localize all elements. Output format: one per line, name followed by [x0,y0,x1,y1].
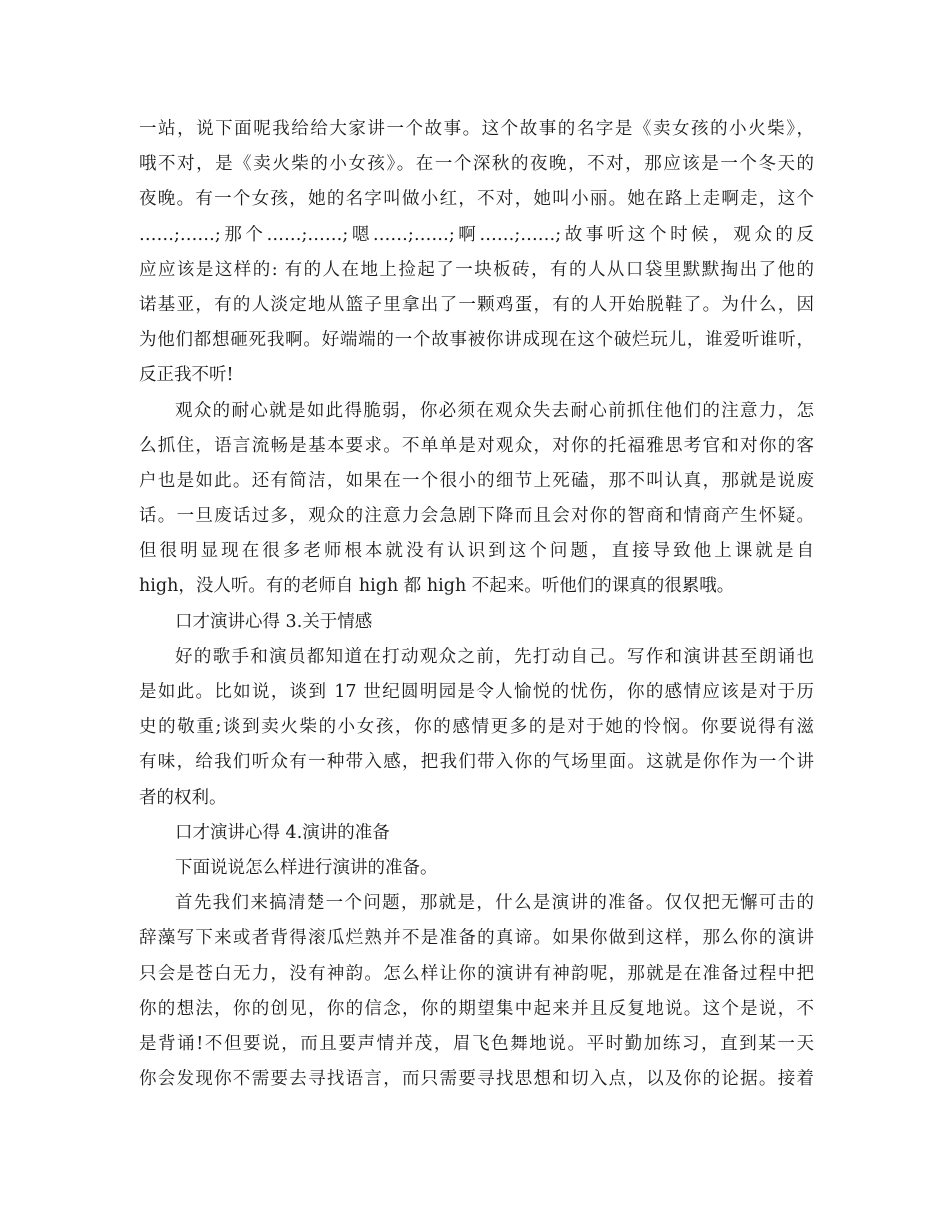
text-line: 有味，给我们听众有一种带入感，把我们带入你的气场里面。这就是你作为一个讲 [139,752,814,773]
paragraph-first-line: 口才演讲心得 4.演讲的准备 [175,822,390,843]
text-line: 史的敬重;谈到卖火柴的小女孩，你的感情更多的是对于她的怜悯。你要说得有滋 [139,717,814,738]
paragraph-first-line: 首先我们来搞清楚一个问题，那就是，什么是演讲的准备。仅仅把无懈可击的 [175,893,814,914]
text-line: 户也是如此。还有简洁，如果在一个很小的细节上死磕，那不叫认真，那就是说废 [139,470,814,491]
text-line: 只会是苍白无力，没有神韵。怎么样让你的演讲有神韵呢，那就是在准备过程中把 [139,963,814,984]
text-line: 应应该是这样的: 有的人在地上捡起了一块板砖，有的人从口袋里默默掏出了他的 [139,259,814,280]
text-line: 是背诵!不但要说，而且要声情并茂，眉飞色舞地说。平时勤加练习，直到某一天 [139,1033,814,1054]
text-line: 辞藻写下来或者背得滚瓜烂熟并不是准备的真谛。如果你做到这样，那么你的演讲 [139,928,814,949]
text-line: 夜晚。有一个女孩，她的名字叫做小红，不对，她叫小丽。她在路上走啊走，这个 [139,189,814,210]
body-text [139,112,814,1097]
text-line: high，没人听。有的老师自 high 都 high 不起来。听他们的课真的很累哦。 [139,576,735,597]
text-line: 一站，说下面呢我给给大家讲一个故事。这个故事的名字是《卖女孩的小火柴》， [139,119,814,139]
paragraph-first-line: 口才演讲心得 3.关于情感 [175,611,373,632]
text-line: 者的权利。 [139,787,227,808]
paragraph-first-line: 下面说说怎么样进行演讲的准备。 [175,857,438,878]
text-line: 是如此。比如说，谈到 17 世纪圆明园是令人愉悦的忧伤，你的感情应该是对于历 [139,682,814,702]
text-line: 你会发现你不需要去寻找语言，而只需要寻找思想和切入点，以及你的论据。接着 [139,1069,814,1090]
text-line: ……;……;那个……;……;嗯……;……;啊……;……;故事听这个时候，观众的反 [139,224,814,245]
paragraph-first-line: 观众的耐心就是如此得脆弱，你必须在观众失去耐心前抓住他们的注意力，怎 [175,400,814,421]
text-line: 么抓住，语言流畅是基本要求。不单单是对观众，对你的托福雅思考官和对你的客 [139,435,814,456]
text-line: 哦不对，是《卖火柴的小女孩》。在一个深秋的夜晚，不对，那应该是一个冬天的 [139,154,814,175]
text-line: 诺基亚，有的人淡定地从篮子里拿出了一颗鸡蛋，有的人开始脱鞋了。为什么，因 [139,294,814,315]
text-line: 话。一旦废话过多，观众的注意力会急剧下降而且会对你的智商和情商产生怀疑。 [139,506,814,527]
text-line: 但很明显现在很多老师根本就没有认识到这个问题，直接导致他上课就是自 [139,541,814,562]
text-line: 你的想法，你的创见，你的信念，你的期望集中起来并且反复地说。这个是说，不 [139,998,814,1019]
text-line: 反正我不听! [139,365,234,386]
text-line: 为他们都想砸死我啊。好端端的一个故事被你讲成现在这个破烂玩儿，谁爱听谁听， [139,330,814,351]
paragraph-first-line: 好的歌手和演员都知道在打动观众之前，先打动自己。写作和演讲甚至朗诵也 [175,646,814,667]
